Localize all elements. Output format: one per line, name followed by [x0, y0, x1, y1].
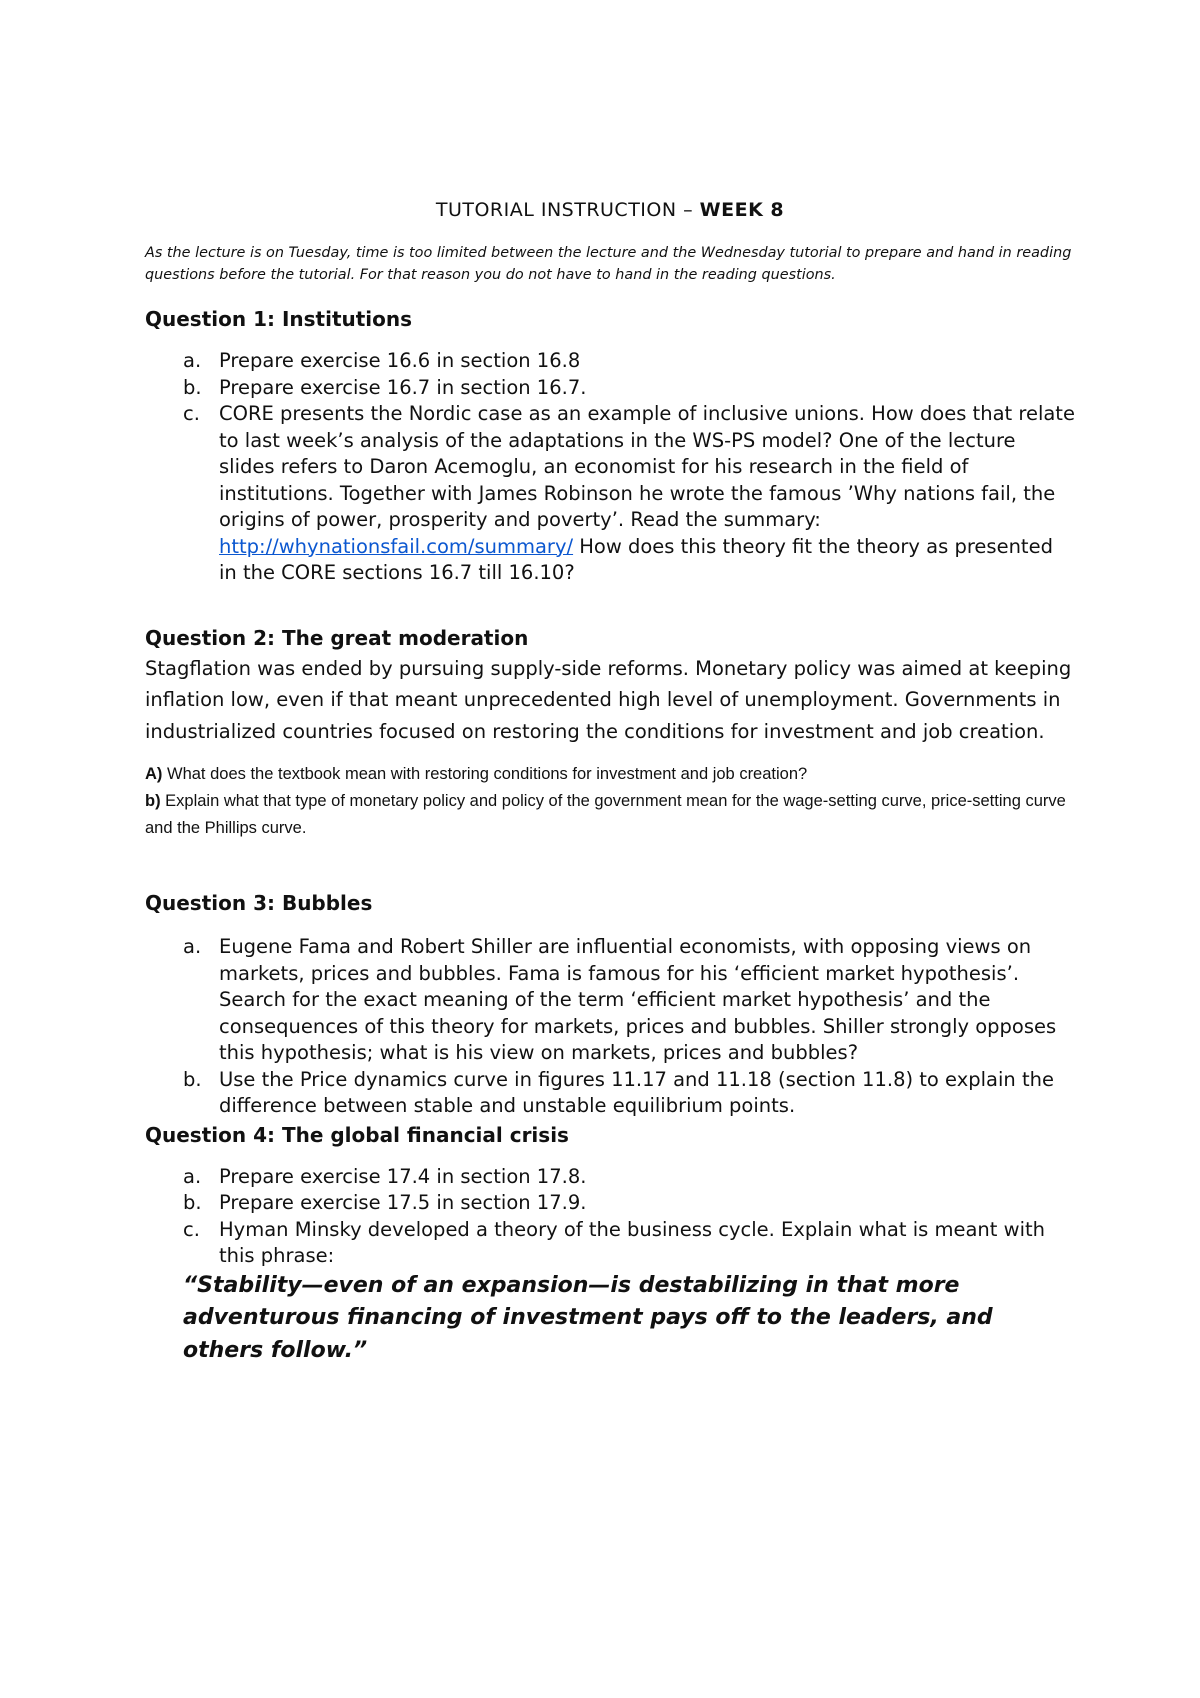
list-marker: b. — [183, 1191, 202, 1214]
question-1 — [145, 304, 1075, 587]
list-marker: c. — [183, 1217, 200, 1241]
list-marker: a. — [183, 935, 202, 958]
question-4-heading: Question 4: The global financial crisis — [145, 1122, 569, 1147]
question-4 — [145, 1120, 1075, 1368]
list-item-text: Prepare exercise 17.5 in section 17.9. — [219, 1191, 587, 1214]
list-item — [145, 348, 1075, 375]
list-item-text: Use the Price dynamics curve in figures 11.17 and 11.18 (section 11.8) to explain the difference between stable and unstable equilibrium points. — [219, 1067, 1054, 1117]
list-marker: c. — [183, 402, 200, 425]
question-2 — [145, 623, 1075, 843]
list-item — [145, 1217, 1075, 1270]
list-marker: b. — [183, 375, 202, 399]
question-2-paragraph: Stagflation was ended by pursuing supply-side reforms. Monetary policy was aimed at keeping inflation low, even if that meant unprecedented high level of unemployment. Governments in industrialized countries focused on restoring the conditions for investment and job creation. — [145, 656, 1072, 743]
list-item — [145, 1164, 1075, 1191]
subquestion-text: What does the textbook mean with restoring conditions for investment and job creation? — [162, 765, 808, 783]
subquestion-marker: b) — [145, 792, 161, 810]
question-1-heading: Question 1: Institutions — [145, 307, 413, 331]
subquestion-marker: A) — [145, 765, 163, 783]
list-marker: a. — [183, 349, 202, 372]
list-item — [145, 1190, 1075, 1217]
list-item-text: CORE presents the Nordic case as an example of inclusive unions. How does that relate to last week’s analysis of the adaptations in the WS-PS model? One of the lecture slides refers to Daron Acemoglu, an economist for his research in the field of institutions. Together with James Robinson he wrote the famous ’Why nations fail, the origins of power, prosperity and poverty’. Read the summary: — [219, 402, 1075, 531]
question-2-subquestions — [145, 761, 1075, 842]
list-item-text: Prepare exercise 16.7 in section 16.7. — [219, 375, 587, 399]
summary-link[interactable]: http://whynationsfail.com/summary/ — [219, 534, 574, 558]
question-3 — [145, 888, 1075, 1120]
title-week: WEEK 8 — [699, 199, 785, 221]
question-4-list — [145, 1164, 1075, 1270]
subquestion-text: Explain what that type of monetary policy and policy of the government mean for the wage-setting curve, price-setting curve and the Phillips curve. — [145, 792, 1066, 837]
list-item-text: Hyman Minsky developed a theory of the business cycle. Explain what is meant with this phrase: — [219, 1217, 1045, 1267]
question-3-heading: Question 3: Bubbles — [145, 891, 373, 915]
list-item-text: Eugene Fama and Robert Shiller are influential economists, with opposing views on markets, prices and bubbles. Fama is famous for his ‘efficient market hypothesis’. Search for the exact meaning of the term ‘efficient market hypothesis’ and the consequences of this theory for markets, prices and bubbles. Shiller strongly opposes this hypothesis; what is his view on markets, prices and bubbles? — [219, 935, 1057, 1064]
list-item-text: Prepare exercise 17.4 in section 17.8. — [219, 1164, 587, 1188]
list-item-text-continued: How does this theory fit the theory as presented in the CORE sections 16.7 till 16.10? — [219, 534, 1053, 584]
list-marker: a. — [183, 1164, 202, 1188]
title-prefix: TUTORIAL INSTRUCTION – — [435, 199, 700, 221]
list-item — [145, 375, 1075, 402]
question-2-heading: Question 2: The great moderation — [145, 625, 529, 650]
minsky-quote: “Stability—even of an expansion—is destabilizing in that more adventurous financing of investment pays off to the leaders, and others follow.” — [183, 1272, 993, 1363]
list-marker: b. — [183, 1067, 202, 1091]
intro-paragraph: As the lecture is on Tuesday, time is too limited between the lecture and the Wednesday tutorial to prepare and hand in reading questions before the tutorial. For that reason you do not have to hand in the reading questions. — [145, 245, 1072, 283]
list-item — [145, 1067, 1075, 1120]
list-item — [145, 401, 1075, 587]
list-item — [145, 934, 1075, 1067]
question-3-list — [145, 934, 1075, 1120]
list-item-text: Prepare exercise 16.6 in section 16.8 — [219, 349, 581, 372]
page-title — [145, 196, 1075, 224]
document-page — [145, 196, 1075, 1367]
question-1-list — [145, 348, 1075, 587]
